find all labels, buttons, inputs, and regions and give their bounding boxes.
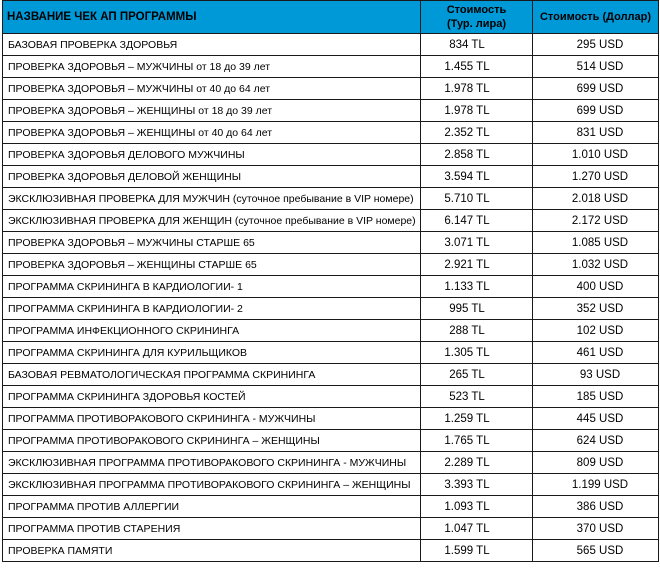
price-try-cell: 1.599 TL bbox=[421, 540, 533, 562]
program-name-cell: ПРОВЕРКА ЗДОРОВЬЯ – ЖЕНЩИНЫ от 18 до 39 лет bbox=[3, 100, 421, 122]
program-name-cell: ПРОВЕРКА ЗДОРОВЬЯ ДЕЛОВОГО МУЖЧИНЫ bbox=[3, 144, 421, 166]
table-body bbox=[3, 34, 659, 562]
price-try-cell: 288 TL bbox=[421, 320, 533, 342]
program-name-cell: ПРОГРАММА ПРОТИВ АЛЛЕРГИИ bbox=[3, 496, 421, 518]
table-row bbox=[3, 276, 659, 298]
table-row bbox=[3, 232, 659, 254]
table-row bbox=[3, 452, 659, 474]
table-row bbox=[3, 474, 659, 496]
table-row bbox=[3, 34, 659, 56]
program-name-cell: ПРОВЕРКА ЗДОРОВЬЯ – ЖЕНЩИНЫ СТАРШЕ 65 bbox=[3, 254, 421, 276]
price-try-cell: 3.594 TL bbox=[421, 166, 533, 188]
table-row bbox=[3, 320, 659, 342]
table-row bbox=[3, 518, 659, 540]
price-usd-cell: 295 USD bbox=[533, 34, 659, 56]
table-row bbox=[3, 144, 659, 166]
column-header-price-try-line1: Стоимость bbox=[446, 4, 507, 16]
program-name-cell: ЭКСКЛЮЗИВНАЯ ПРОВЕРКА ДЛЯ ЖЕНЩИН (суточное пребывание в VIP номере) bbox=[3, 210, 421, 232]
program-name-cell: ПРОВЕРКА ЗДОРОВЬЯ – МУЖЧИНЫ от 40 до 64 лет bbox=[3, 78, 421, 100]
table-row bbox=[3, 254, 659, 276]
program-name-cell: ПРОГРАММА ПРОТИВ СТАРЕНИЯ bbox=[3, 518, 421, 540]
program-name-cell: ПРОВЕРКА ЗДОРОВЬЯ – ЖЕНЩИНЫ от 40 до 64 лет bbox=[3, 122, 421, 144]
price-try-cell: 2.352 TL bbox=[421, 122, 533, 144]
price-usd-cell: 699 USD bbox=[533, 100, 659, 122]
price-try-cell: 1.765 TL bbox=[421, 430, 533, 452]
price-try-cell: 3.071 TL bbox=[421, 232, 533, 254]
price-try-cell: 2.289 TL bbox=[421, 452, 533, 474]
column-header-price-try-line2: (Тур. лира) bbox=[446, 18, 507, 30]
price-usd-cell: 809 USD bbox=[533, 452, 659, 474]
table-row bbox=[3, 540, 659, 562]
program-name-cell: ПРОВЕРКА ЗДОРОВЬЯ ДЕЛОВОЙ ЖЕНЩИНЫ bbox=[3, 166, 421, 188]
column-header-price-usd: Стоимость (Доллар) bbox=[533, 1, 659, 34]
price-usd-cell: 1.270 USD bbox=[533, 166, 659, 188]
table-row bbox=[3, 210, 659, 232]
price-try-cell: 995 TL bbox=[421, 298, 533, 320]
program-name-cell: ПРОГРАММА СКРИНИНГА В КАРДИОЛОГИИ- 2 bbox=[3, 298, 421, 320]
table-row bbox=[3, 122, 659, 144]
price-try-cell: 2.858 TL bbox=[421, 144, 533, 166]
price-usd-cell: 565 USD bbox=[533, 540, 659, 562]
table-row bbox=[3, 364, 659, 386]
price-try-cell: 523 TL bbox=[421, 386, 533, 408]
price-usd-cell: 1.199 USD bbox=[533, 474, 659, 496]
price-usd-cell: 400 USD bbox=[533, 276, 659, 298]
column-header-program-name: НАЗВАНИЕ ЧЕК АП ПРОГРАММЫ bbox=[3, 1, 421, 34]
price-try-cell: 1.133 TL bbox=[421, 276, 533, 298]
price-usd-cell: 352 USD bbox=[533, 298, 659, 320]
table-row bbox=[3, 408, 659, 430]
table-row bbox=[3, 342, 659, 364]
price-try-cell: 5.710 TL bbox=[421, 188, 533, 210]
table-header bbox=[3, 1, 659, 34]
price-try-cell: 6.147 TL bbox=[421, 210, 533, 232]
price-try-cell: 1.978 TL bbox=[421, 100, 533, 122]
program-name-cell: БАЗОВАЯ РЕВМАТОЛОГИЧЕСКАЯ ПРОГРАММА СКРИНИНГА bbox=[3, 364, 421, 386]
price-usd-cell: 624 USD bbox=[533, 430, 659, 452]
program-name-cell: ПРОГРАММА ИНФЕКЦИОННОГО СКРИНИНГА bbox=[3, 320, 421, 342]
price-usd-cell: 1.010 USD bbox=[533, 144, 659, 166]
program-name-cell: БАЗОВАЯ ПРОВЕРКА ЗДОРОВЬЯ bbox=[3, 34, 421, 56]
price-usd-cell: 386 USD bbox=[533, 496, 659, 518]
price-try-cell: 265 TL bbox=[421, 364, 533, 386]
price-usd-cell: 699 USD bbox=[533, 78, 659, 100]
price-try-cell: 1.259 TL bbox=[421, 408, 533, 430]
program-name-cell: ПРОГРАММА СКРИНИНГА В КАРДИОЛОГИИ- 1 bbox=[3, 276, 421, 298]
program-name-cell: ПРОГРАММА СКРИНИНГА ЗДОРОВЬЯ КОСТЕЙ bbox=[3, 386, 421, 408]
price-try-cell: 1.305 TL bbox=[421, 342, 533, 364]
table-row bbox=[3, 496, 659, 518]
table-row bbox=[3, 386, 659, 408]
program-name-cell: ПРОВЕРКА ЗДОРОВЬЯ – МУЖЧИНЫ СТАРШЕ 65 bbox=[3, 232, 421, 254]
price-try-cell: 1.047 TL bbox=[421, 518, 533, 540]
price-usd-cell: 1.032 USD bbox=[533, 254, 659, 276]
program-name-cell: ПРОВЕРКА ПАМЯТИ bbox=[3, 540, 421, 562]
price-usd-cell: 2.172 USD bbox=[533, 210, 659, 232]
table-row bbox=[3, 298, 659, 320]
price-usd-cell: 461 USD bbox=[533, 342, 659, 364]
table-row bbox=[3, 78, 659, 100]
price-usd-cell: 102 USD bbox=[533, 320, 659, 342]
price-usd-cell: 445 USD bbox=[533, 408, 659, 430]
price-usd-cell: 185 USD bbox=[533, 386, 659, 408]
price-usd-cell: 93 USD bbox=[533, 364, 659, 386]
program-name-cell: ПРОВЕРКА ЗДОРОВЬЯ – МУЖЧИНЫ от 18 до 39 лет bbox=[3, 56, 421, 78]
price-try-cell: 834 TL bbox=[421, 34, 533, 56]
program-name-cell: ПРОГРАММА СКРИНИНГА ДЛЯ КУРИЛЬЩИКОВ bbox=[3, 342, 421, 364]
table-row bbox=[3, 100, 659, 122]
price-usd-cell: 514 USD bbox=[533, 56, 659, 78]
price-usd-cell: 370 USD bbox=[533, 518, 659, 540]
table-row bbox=[3, 188, 659, 210]
program-name-cell: ЭКСКЛЮЗИВНАЯ ПРОВЕРКА ДЛЯ МУЖЧИН (суточное пребывание в VIP номере) bbox=[3, 188, 421, 210]
program-name-cell: ПРОГРАММА ПРОТИВОРАКОВОГО СКРИНИНГА - МУЖЧИНЫ bbox=[3, 408, 421, 430]
program-name-cell: ЭКСКЛЮЗИВНАЯ ПРОГРАММА ПРОТИВОРАКОВОГО СКРИНИНГА - МУЖЧИНЫ bbox=[3, 452, 421, 474]
price-try-cell: 1.455 TL bbox=[421, 56, 533, 78]
price-usd-cell: 831 USD bbox=[533, 122, 659, 144]
price-try-cell: 3.393 TL bbox=[421, 474, 533, 496]
price-try-cell: 1.978 TL bbox=[421, 78, 533, 100]
price-try-cell: 1.093 TL bbox=[421, 496, 533, 518]
price-usd-cell: 1.085 USD bbox=[533, 232, 659, 254]
program-name-cell: ПРОГРАММА ПРОТИВОРАКОВОГО СКРИНИНГА – ЖЕНЩИНЫ bbox=[3, 430, 421, 452]
table-row bbox=[3, 56, 659, 78]
price-usd-cell: 2.018 USD bbox=[533, 188, 659, 210]
column-header-price-try bbox=[421, 1, 533, 34]
header-row bbox=[3, 1, 659, 34]
price-try-cell: 2.921 TL bbox=[421, 254, 533, 276]
table-row bbox=[3, 166, 659, 188]
table-row bbox=[3, 430, 659, 452]
checkup-price-table bbox=[2, 0, 659, 562]
program-name-cell: ЭКСКЛЮЗИВНАЯ ПРОГРАММА ПРОТИВОРАКОВОГО СКРИНИНГА – ЖЕНЩИНЫ bbox=[3, 474, 421, 496]
